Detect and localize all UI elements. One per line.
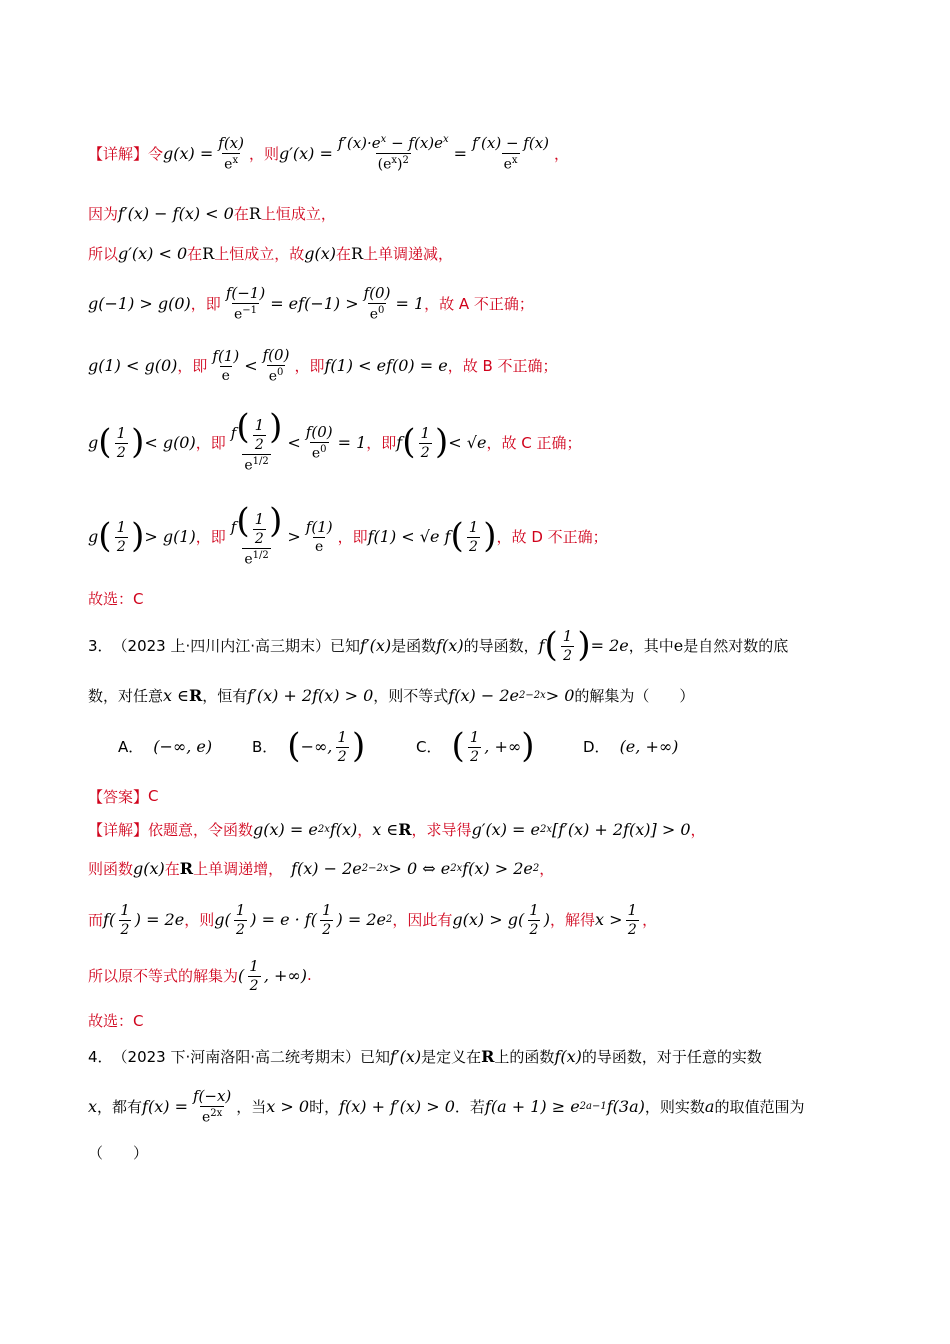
question-source: （2023 上·四川内江·高三期末）: [112, 636, 331, 655]
formula: f(1) < √e f ( $\frac{1}{2}$ ): [367, 516, 497, 556]
text: 的导函数，对于任意的实数: [581, 1047, 762, 1066]
formula: (−∞, e): [153, 736, 213, 756]
q4-line-3: [88, 1140, 148, 1164]
formula: R: [351, 243, 364, 263]
text: 上单调递减，: [363, 244, 454, 263]
text: 是自然对数的底: [683, 636, 789, 655]
text: （ ）: [88, 1143, 149, 1162]
detail-line-1: 【详解】 令 g(x) = $\frac{f(x)}{e^x}$ ，则 g′(x) = $\frac{f'(x)\cdot e^x - f(x)e^x}{(e^x)^2}$ = $\frac{f'(x) - f(x)}{e^x}$ ，: [88, 133, 570, 173]
formula: ( $\frac{1}{2}$ , +∞ ): [451, 726, 535, 766]
formula: f( $\frac{1}{2}$ ) = 2e: [103, 900, 185, 938]
formula: g′(x) < 0: [118, 243, 188, 263]
text: 故选：C: [88, 1011, 144, 1030]
detail-line-2: [88, 200, 336, 226]
text: ，则不等式: [373, 686, 449, 705]
text: 的取值范围为: [714, 1097, 805, 1116]
text: 在: [187, 244, 203, 263]
formula: g ( $\frac{1}{2}$ ) < g(0): [88, 422, 196, 462]
text: 所以原不等式的解集为: [88, 966, 239, 985]
text: 上的函数: [494, 1047, 555, 1066]
formula: x > 0: [266, 1096, 310, 1116]
text: 令: [148, 144, 164, 163]
text: 因为: [88, 204, 119, 223]
formula: f′(x): [360, 635, 392, 655]
text: 在: [335, 244, 351, 263]
text: 故选：C: [88, 589, 144, 608]
q4-line-1: [88, 1042, 762, 1070]
text: ，故 C 正确；: [486, 433, 582, 452]
q3-line-2: [88, 682, 694, 708]
text: ，即: [190, 294, 221, 313]
text: 所以: [88, 244, 119, 263]
formula: f′(x) − f(x) < 0: [118, 203, 234, 223]
formula: g(x) > g( $\frac{1}{2}$ ): [452, 900, 550, 938]
prev-choice: [88, 586, 143, 610]
formula: f(x) + f′(x) > 0: [339, 1096, 455, 1116]
text: 在: [233, 204, 249, 223]
formula: (e, +∞): [619, 736, 679, 756]
text: ，则: [184, 910, 215, 929]
formula: $\frac{f(-1)}{e^{-1}}$ = ef(−1) > $\frac{f(0)}{e^0}$ = 1: [225, 283, 425, 323]
detail-option-c: [88, 400, 581, 484]
text: 而: [88, 910, 104, 929]
q3-detail-3: 而 f( $\frac{1}{2}$ ) = 2e ，则 g( $\frac{1}{2}$ ) = e · f( $\frac{1}{2}$ ) = 2e 2 ，因此有 g(x) > g( $\frac{1}{2}$ ) ，解得 x > $\frac{1}{2}$ ，: [88, 900, 658, 938]
text: 上恒成立，故: [214, 244, 305, 263]
text: 数，对任意: [88, 686, 164, 705]
text: ，即: [366, 433, 397, 452]
formula: g(x): [304, 243, 336, 263]
text: 已知: [330, 636, 361, 655]
text: 上恒成立，: [260, 204, 336, 223]
formula: f(x): [554, 1046, 582, 1066]
text: ，即: [337, 527, 368, 546]
formula: g′(x) = e 2x [f′(x) + 2f(x)] > 0: [471, 819, 691, 839]
formula: f(x) − 2e 2−2x > 0 ⇔ e 2x f(x) > 2e 2: [291, 858, 540, 878]
q3-detail-2: 则函数 g(x) 在 R 上单调递增， f(x) − 2e 2−2x > 0 ⇔ e 2x f(x) > 2e 2 ，: [88, 858, 555, 878]
text: ，求导得: [411, 820, 472, 839]
q3-answer: [88, 784, 159, 808]
text: 在: [164, 859, 180, 878]
text: ，因此有: [392, 910, 453, 929]
question-number: 4．: [88, 1047, 113, 1066]
text: 的导函数，: [463, 636, 539, 655]
text: 的解集为（ ）: [574, 686, 695, 705]
formula: R: [248, 203, 261, 223]
text: 依题意，令函数: [148, 820, 254, 839]
formula: g′(x) = $\frac{f'(x)\cdot e^x - f(x)e^x}{(e^x)^2}$ = $\frac{f'(x) - f(x)}{e^x}$: [279, 133, 550, 173]
answer-value: C: [148, 787, 159, 805]
text: ，则实数: [644, 1097, 705, 1116]
detail-option-b: [88, 340, 558, 390]
text: ，即: [294, 356, 325, 375]
q3-option-a: [118, 724, 212, 768]
formula: e: [673, 635, 684, 655]
formula: f(x) − 2e 2−2x > 0: [448, 685, 575, 705]
formula: ( $\frac{1}{2}$ , +∞): [238, 956, 307, 994]
text: 已知: [360, 1047, 391, 1066]
text: ，则: [249, 144, 280, 163]
formula: f ( $\frac{1}{2}$ ) = 2e: [538, 625, 629, 665]
text: ，当: [236, 1097, 267, 1116]
formula: f(1) < ef(0) = e: [324, 355, 448, 375]
text: ．若: [454, 1097, 485, 1116]
text: ，都有: [97, 1097, 143, 1116]
formula: f( $\frac{1}{2}$ ) $e^{1/2}$ < $\frac{f(0)}{e^0}$ = 1: [230, 407, 367, 474]
formula: f(x): [436, 635, 464, 655]
q3-choice: [88, 1008, 143, 1032]
q4-line-2: [88, 1082, 804, 1130]
text: ，恒有: [202, 686, 248, 705]
formula: f( $\frac{1}{2}$ ) $e^{1/2}$ > $\frac{f(1)}{e}$: [230, 501, 333, 568]
q3-option-c: [416, 724, 534, 768]
text: ，即: [177, 356, 208, 375]
option-label: A．: [118, 737, 144, 756]
formula: $\frac{f(1)}{e}$ < $\frac{f(0)}{e^0}$: [212, 345, 290, 385]
text: ，即: [195, 527, 226, 546]
text: 是定义在: [421, 1047, 482, 1066]
text: ，故 A 不正确；: [424, 294, 534, 313]
formula: f′(x) + 2f(x) > 0: [247, 685, 374, 705]
detail-line-3: [88, 240, 453, 266]
formula: R: [202, 243, 215, 263]
formula: R: [179, 858, 194, 878]
q3-option-b: [252, 724, 365, 768]
text: 时，: [309, 1097, 340, 1116]
text: 是函数: [391, 636, 437, 655]
formula: f(a + 1) ≥ e 2a−1 f(3a): [484, 1096, 645, 1116]
option-label: B．: [252, 737, 278, 756]
formula: a: [704, 1096, 715, 1116]
question-number: 3．: [88, 636, 113, 655]
answer-label: 【答案】: [88, 787, 149, 806]
q3-options: [0, 724, 950, 768]
text: ，解得: [549, 910, 595, 929]
detail-option-a: [88, 278, 534, 328]
formula: f′(x): [390, 1046, 422, 1066]
formula: g(1) < g(0): [88, 355, 178, 375]
text: 则函数: [88, 859, 134, 878]
formula: g ( $\frac{1}{2}$ ) > g(1): [88, 516, 196, 556]
formula: g(x) = $\frac{f(x)}{e^x}$: [163, 133, 244, 173]
formula: f(x) = $\frac{f(-x)}{e^{2x}}$: [142, 1086, 232, 1126]
formula: ( −∞, $\frac{1}{2}$ ): [287, 726, 366, 766]
text: ，其中: [628, 636, 674, 655]
detail-option-d: [88, 494, 608, 578]
question-source: （2023 下·河南洛阳·高二统考期末）: [112, 1047, 361, 1066]
formula: f ( $\frac{1}{2}$ ) < √e: [396, 422, 487, 462]
detail-label: 【详解】: [88, 144, 149, 163]
formula: R: [481, 1046, 495, 1066]
formula: x: [88, 1096, 98, 1116]
formula: x > $\frac{1}{2}$: [595, 900, 638, 938]
text: ，故 D 不正确；: [496, 527, 608, 546]
text: ，故 B 不正确；: [447, 356, 558, 375]
text: ，即: [195, 433, 226, 452]
q3-detail-4: 所以原不等式的解集为 ( $\frac{1}{2}$ , +∞) .: [88, 956, 312, 994]
text: 上单调递增，: [193, 859, 284, 878]
q3-option-d: [583, 724, 678, 768]
q3-line-1: [88, 620, 788, 670]
detail-label: 【详解】: [88, 820, 149, 839]
formula: x ∈ R: [372, 819, 412, 839]
option-label: D．: [583, 737, 610, 756]
option-label: C．: [416, 737, 442, 756]
formula: g(x): [133, 858, 165, 878]
q3-detail-1: 【详解】 依题意，令函数 g(x) = e 2x f(x) ， x ∈ R ，求导得 g′(x) = e 2x [f′(x) + 2f(x)] > 0 ，: [88, 819, 706, 839]
formula: g(x) = e 2x f(x): [253, 819, 358, 839]
formula: g(−1) > g(0): [88, 293, 191, 313]
formula: x ∈ R: [163, 685, 203, 705]
formula: g( $\frac{1}{2}$ ) = e · f( $\frac{1}{2}$ ) = 2e 2: [214, 900, 393, 938]
